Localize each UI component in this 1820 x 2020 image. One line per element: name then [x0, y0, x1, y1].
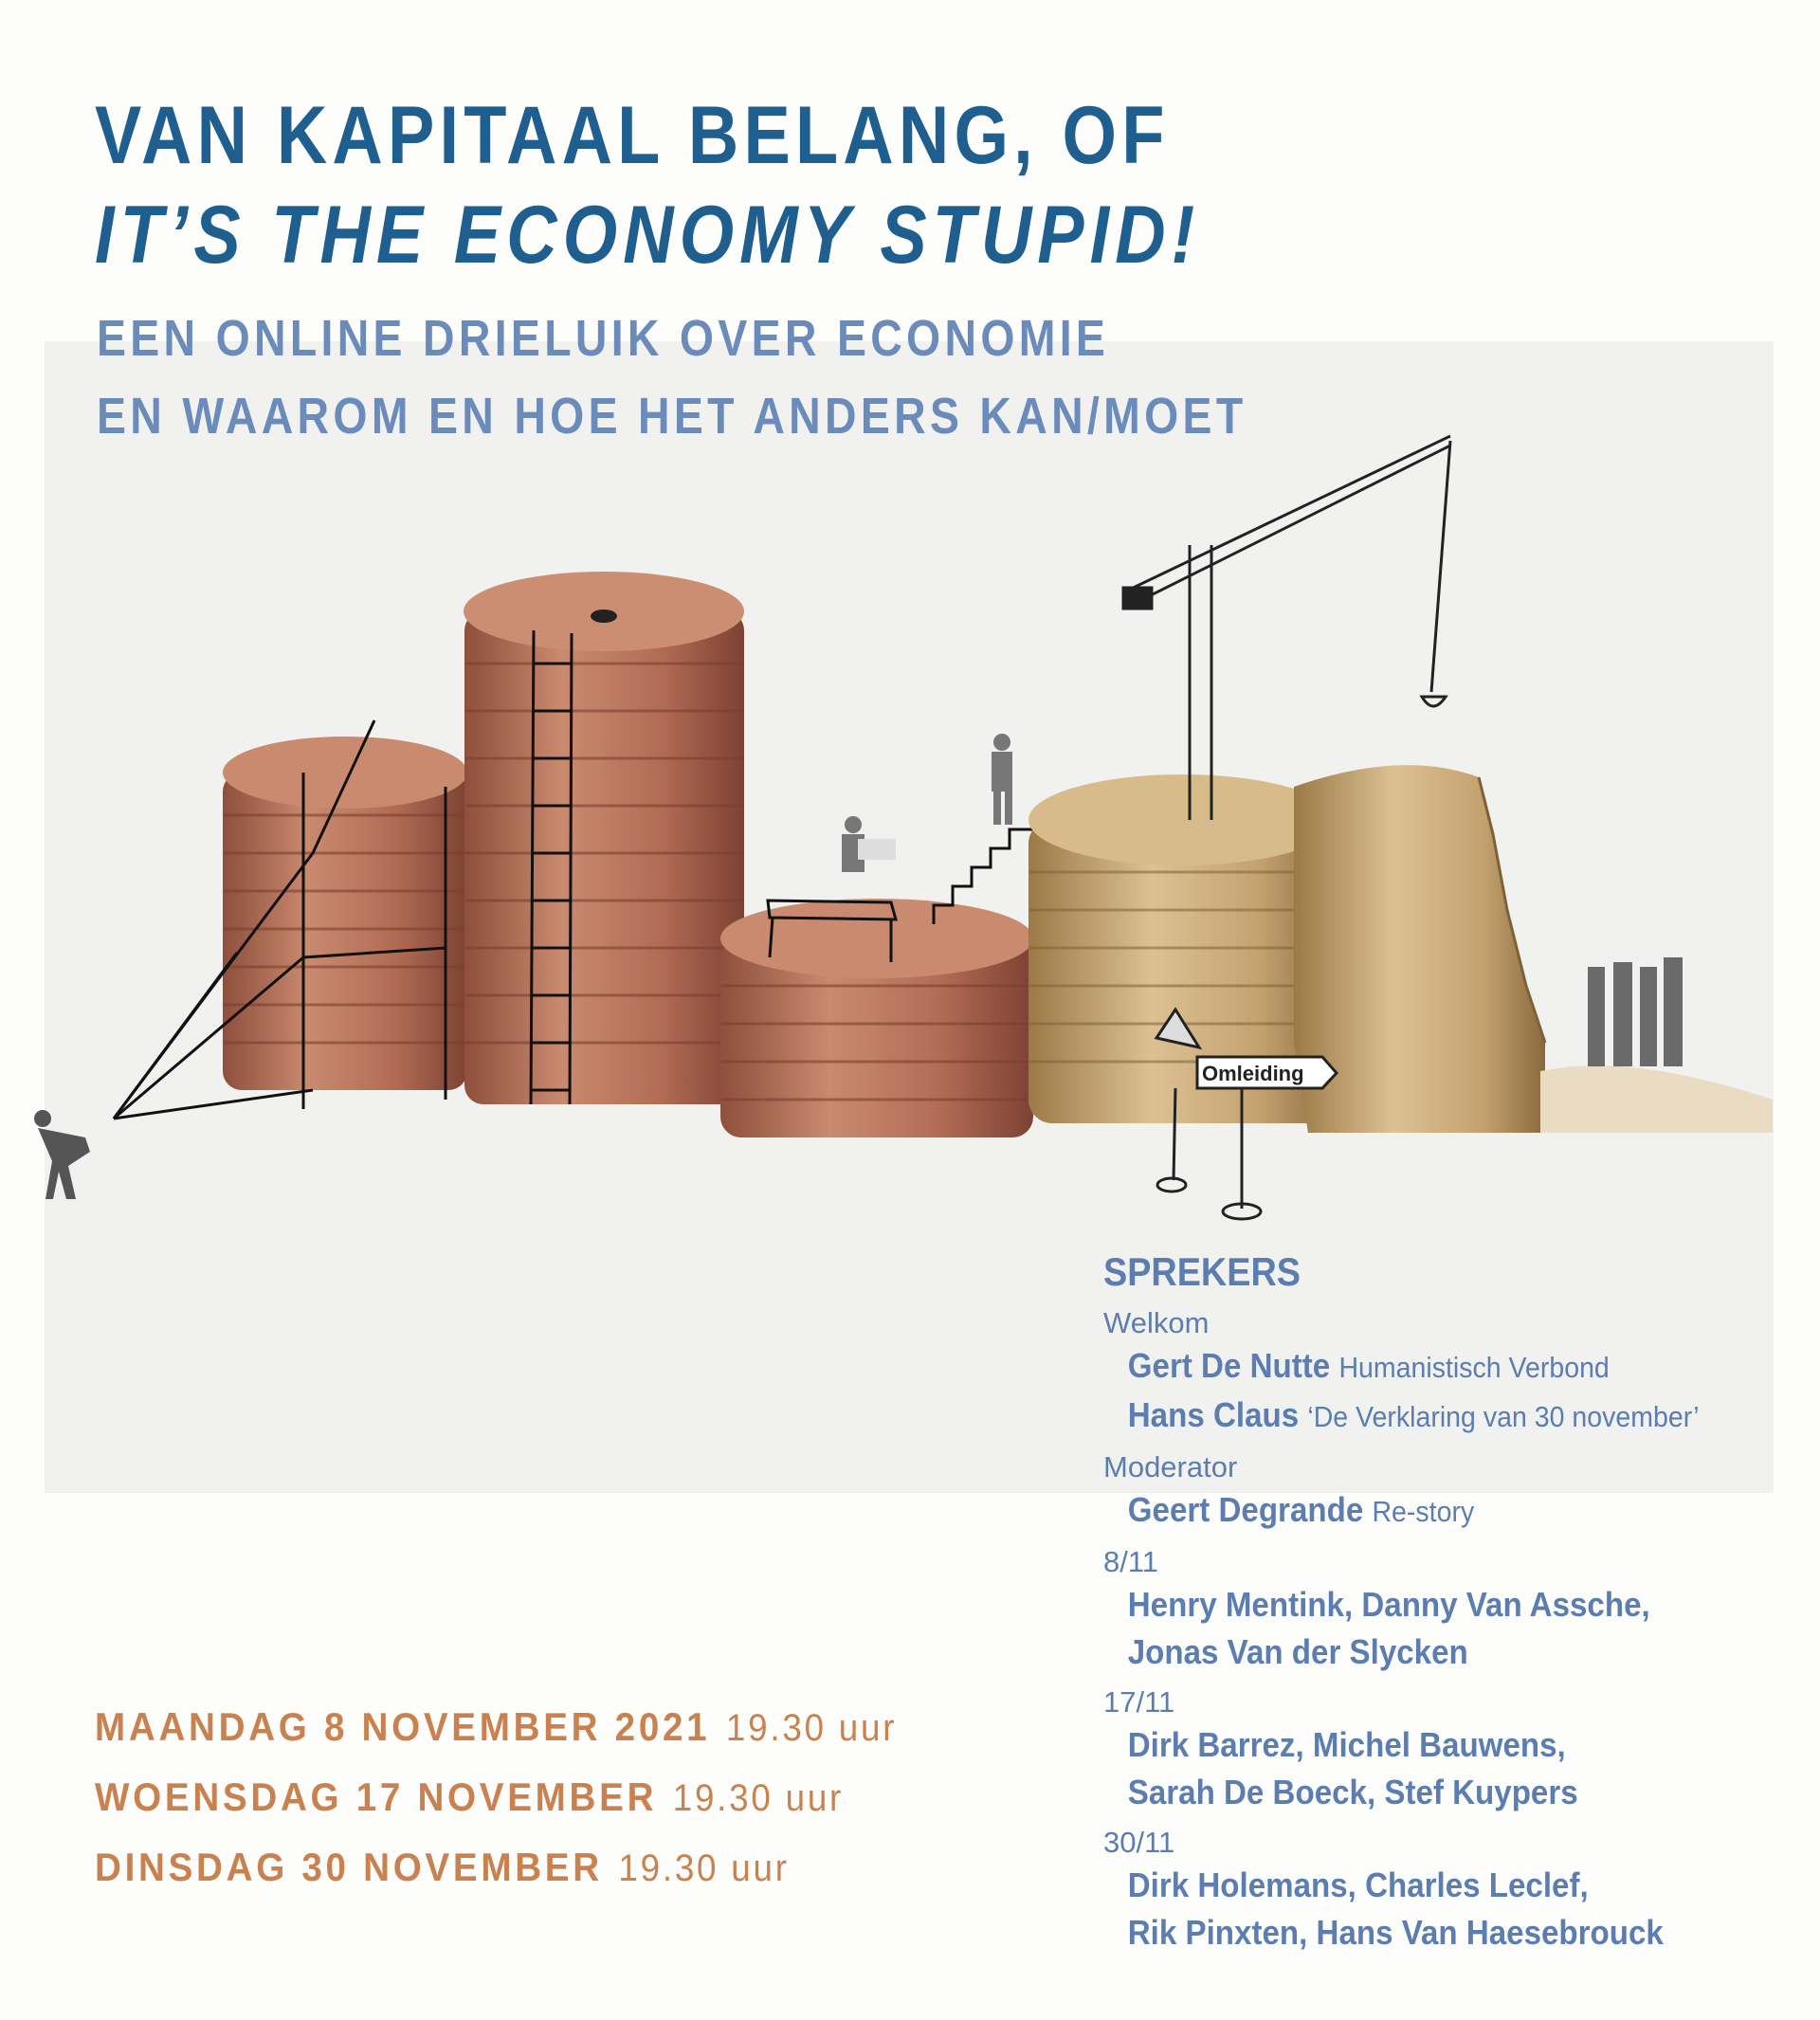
speaker-line [1103, 1342, 1749, 1392]
title-line-1: VAN KAPITAAL BELANG, OF [95, 90, 1170, 181]
section-label: Moderator [1103, 1450, 1238, 1483]
date-time: 19.30 uur [618, 1847, 790, 1889]
speaker-line [1103, 1581, 1749, 1629]
section-label: 30/11 [1103, 1826, 1175, 1859]
section-label: 8/11 [1103, 1545, 1159, 1578]
section-label: 17/11 [1103, 1685, 1175, 1719]
speaker-line [1103, 1909, 1749, 1956]
copper-stack-2 [464, 572, 744, 1104]
crane [1123, 436, 1450, 820]
speaker-org: ‘De Verklaring van 30 november’ [1307, 1400, 1700, 1433]
subtitle-line-2: EN WAAROM EN HOE HET ANDERS KAN/MOET [97, 388, 1247, 445]
speaker-line [1103, 1721, 1749, 1769]
speaker-name: Hans Claus [1127, 1395, 1300, 1434]
speaker-line [1103, 1862, 1749, 1909]
speaker-line [1103, 1392, 1749, 1441]
section-label: Welkom [1103, 1306, 1210, 1339]
speaker-name: Dirk Barrez, Michel Bauwens, [1127, 1725, 1566, 1764]
subtitle-line-1: EEN ONLINE DRIELUIK OVER ECONOMIE [97, 310, 1110, 367]
date-row [95, 1704, 897, 1774]
pulling-man [34, 1110, 90, 1199]
speaker-name: Geert Degrande [1127, 1490, 1364, 1529]
speaker-name: Henry Mentink, Danny Van Assche, [1127, 1585, 1650, 1624]
date-day: DINSDAG 30 NOVEMBER [95, 1845, 603, 1889]
date-time: 19.30 uur [725, 1707, 898, 1749]
speaker-name: Jonas Van der Slycken [1127, 1632, 1468, 1671]
speaker-name: Dirk Holemans, Charles Leclef, [1127, 1865, 1589, 1904]
event-dates [95, 1704, 967, 1915]
copper-stack-3 [720, 734, 1033, 1137]
speaker-org: Re-story [1372, 1495, 1475, 1528]
broken-gold-stack [1294, 765, 1773, 1133]
speaker-line [1103, 1486, 1749, 1536]
speaker-name: Sarah De Boeck, Stef Kuypers [1127, 1773, 1578, 1811]
speaker-name: Gert De Nutte [1127, 1346, 1331, 1385]
speakers-section [1103, 1249, 1805, 1956]
date-day: WOENSDAG 17 NOVEMBER [95, 1774, 658, 1819]
speaker-line [1103, 1769, 1749, 1816]
speaker-line [1103, 1629, 1749, 1676]
speaker-org: Humanistisch Verbond [1338, 1351, 1610, 1384]
speakers-heading: SPREKERS [1103, 1249, 1301, 1294]
date-time: 19.30 uur [672, 1777, 845, 1819]
date-day: MAANDAG 8 NOVEMBER 2021 [95, 1704, 711, 1749]
detour-sign-text: Omleiding [1202, 1062, 1304, 1085]
date-row [95, 1774, 897, 1845]
speaker-name: Rik Pinxten, Hans Van Haesebrouck [1127, 1913, 1664, 1952]
copper-stack-1 [223, 737, 467, 1090]
date-row [95, 1845, 897, 1915]
title-line-2: IT’S THE ECONOMY STUPID! [95, 190, 1201, 281]
